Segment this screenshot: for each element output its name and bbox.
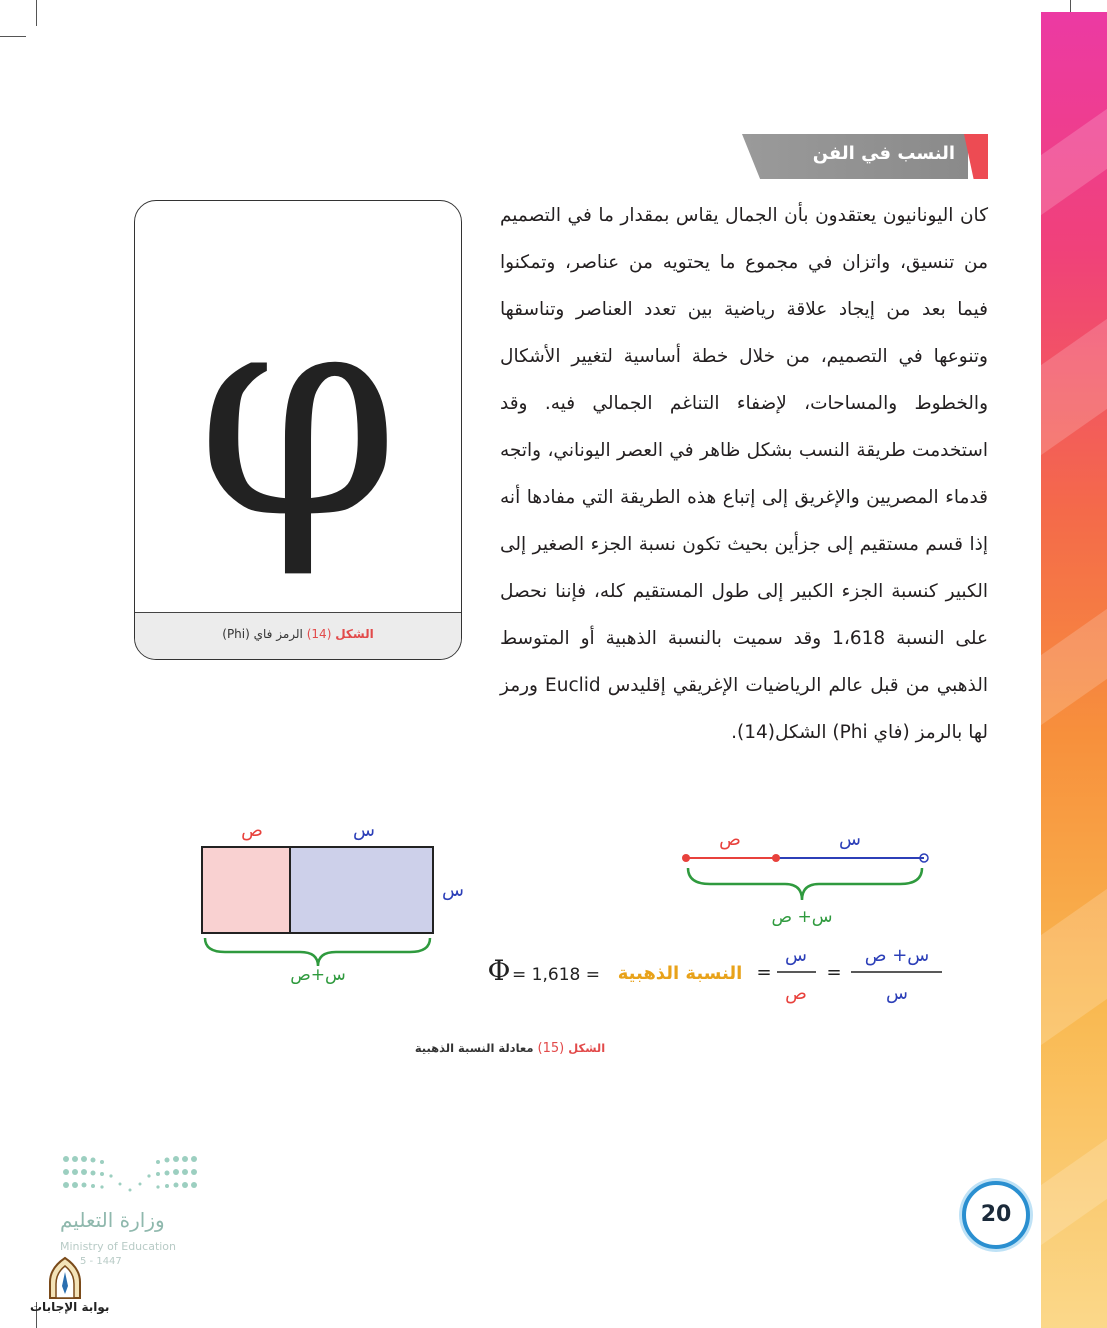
line-label-sad: ص: [719, 829, 741, 850]
line-brace: [688, 868, 922, 900]
ministry-logo-dots-icon: [62, 1154, 198, 1198]
body-paragraph: كان اليونانيون يعتقدون بأن الجمال يقاس بمقدار ما في التصميم من تنسيق، واتزان في مجموع ما يحتويه من عناصر، وتمكنوا فيما بعد من إيجاد علاقة رياضية بين تعدد العناصر وتناسقها وتنوعها في التصميم، من خلال خطة أساسية لتغيير الأشكال والخطوط والمساحات، لإضفاء التناغم الجمالي فيه. وقد استخدمت طريقة النسب بشكل ظاهر في العصر اليوناني، واتجه قدماء المصريين والإغريق إلى إتباع هذه الطريقة التي مفادها أنه إذا قسم مستقيم إلى جزأين بحيث تكون نسبة الجزء الصغير إلى الكبير كنسبة الجزء الكبير إلى طول المستقيم كله، فإننا نحصل على النسبة 1،618 وقد سميت بالنسبة الذهبية أو المتوسط الذهبي من قبل عالم الرياضيات الإغريقي إقليدس Euclid ورمز لها بالرمز (فاي Phi) الشكل(14).: [500, 205, 988, 743]
rect-label-sad: ص: [241, 820, 263, 841]
ministry-name-arabic: وزارة التعليم: [60, 1208, 165, 1232]
ministry-name-english: Ministry of Education: [60, 1240, 177, 1253]
equation-frac2-num: س: [785, 945, 807, 966]
equation-golden-ratio: النسبة الذهبية: [617, 963, 743, 984]
caption-text: الرمز فاي (Phi): [222, 627, 303, 641]
ministry-year: 5 - 1447: [80, 1256, 122, 1267]
caption-label: الشكل: [335, 627, 374, 641]
figure-15-caption: [380, 1041, 640, 1056]
equation-equals: =: [756, 962, 772, 983]
section-title: النسب في الفن: [812, 143, 955, 164]
line-point: [682, 854, 690, 862]
rect-brace-label: س+ص: [290, 965, 346, 985]
rect-brace: [205, 938, 430, 966]
equation-frac2-den: ص: [785, 983, 807, 1004]
equation-frac1-num: س+ ص: [864, 945, 930, 966]
caption-label: الشكل: [568, 1041, 606, 1055]
equation-frac1-den: س: [886, 983, 908, 1004]
rect-large-part: [290, 847, 433, 933]
line-point: [772, 854, 780, 862]
caption-number: (15): [537, 1041, 565, 1056]
portal-name: بوابة الإجابات: [30, 1300, 110, 1314]
rect-label-s-side: س: [442, 880, 464, 901]
line-brace-label: س+ ص: [771, 907, 833, 927]
phi-symbol: φ: [196, 245, 400, 582]
equation-phi: Φ: [487, 954, 511, 987]
caption-text: معادلة النسبة الذهبية: [414, 1041, 534, 1055]
page-number: 20: [962, 1181, 1030, 1249]
line-label-s: س: [839, 829, 861, 850]
equation-value: = 1,618 =: [512, 965, 600, 985]
rect-small-part: [202, 847, 290, 933]
caption-number: (14): [306, 627, 332, 641]
rect-label-s: س: [353, 820, 375, 841]
portal-logo-icon: [44, 1256, 86, 1300]
equation-equals: =: [826, 962, 842, 983]
